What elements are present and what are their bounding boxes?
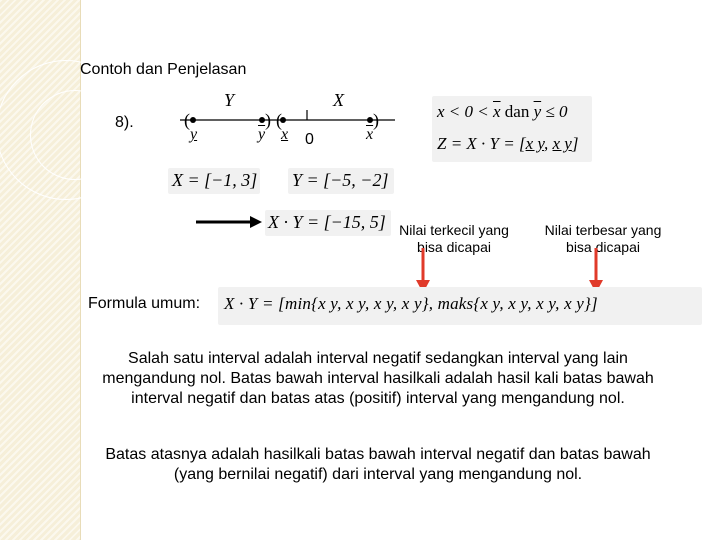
condition-text: x < 0 <: [437, 102, 493, 121]
y-upper-bracket: ): [265, 110, 271, 130]
x-interval: X = [−1, 3]: [172, 170, 258, 190]
zero-label: 0: [305, 131, 314, 148]
decorative-ring-small: [30, 90, 120, 180]
x-lower-label: x: [281, 126, 289, 143]
separator-text: ,: [544, 134, 553, 153]
explanation-paragraph-1: Salah satu interval adalah interval negatif sedangkan interval yang lain mengandung nol. Batas bawah interval hasilkali adalah hasil kali batas bawah interval negatif dan batas atas (positif) interval yang mengandung nol.: [102, 350, 654, 407]
x-upper-bracket: ): [373, 110, 379, 130]
product-interval: X · Y = [−15, 5]: [268, 212, 386, 232]
x-upper-symbol: $\overline{x}$: [493, 102, 501, 121]
x-upper-label: $\overline{x}$: [366, 126, 374, 143]
example-number: 8).: [115, 114, 134, 131]
formula-label: Formula umum:: [88, 295, 201, 312]
condition-line-1: [437, 102, 567, 122]
number-line-diagram: [170, 88, 410, 158]
y-lower-dot: [190, 117, 196, 123]
min-note: Nilai terkecil yang bisa dicapai: [399, 222, 509, 255]
bound-product-1: x y: [525, 134, 545, 153]
explanation-paragraph-2: Batas atasnya adalah hasilkali batas bawah interval negatif dan batas bawah (yang bernilai negatif) dari interval yang mengandung nol.: [105, 446, 651, 483]
label-X: X: [333, 90, 344, 110]
condition-text-end: ≤ 0: [541, 102, 568, 121]
condition-line-2: [437, 134, 578, 154]
max-note: Nilai terbesar yang bisa dicapai: [544, 222, 662, 255]
closing-bracket-text: ]: [571, 134, 579, 153]
label-Y: Y: [224, 90, 235, 110]
y-upper-symbol: $\overline{y}$: [533, 102, 542, 121]
y-interval: Y = [−5, −2]: [292, 170, 389, 190]
z-definition-text: Z = X · Y = [: [437, 134, 526, 153]
y-upper-label: $\overline{y}$: [258, 126, 266, 143]
y-lower-label: y: [190, 126, 198, 143]
conjunction-text: dan: [500, 102, 534, 121]
general-formula: X · Y = [min{x y, x y, x y, x y}, maks{x y, x y, x y, x y}]: [224, 294, 598, 313]
slide-title: Contoh dan Penjelasan: [80, 61, 247, 78]
y-lower-bracket: (: [184, 110, 190, 130]
x-lower-bracket: (: [276, 110, 282, 130]
arrow-icon: [194, 214, 264, 230]
bound-product-2: x y: [552, 134, 572, 153]
